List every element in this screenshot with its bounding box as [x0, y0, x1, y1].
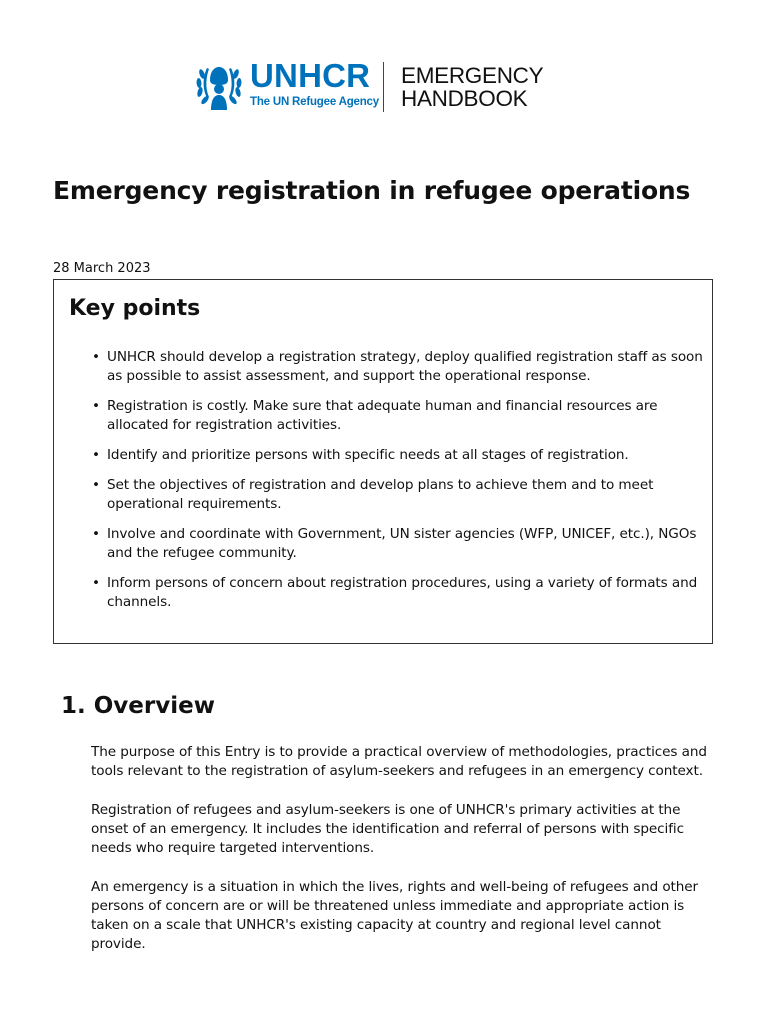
org-tagline: The UN Refugee Agency: [250, 96, 379, 108]
overview-paragraph: An emergency is a situation in which the lives, rights and well-being of refugees and other persons of concern are or will be threatened unless immediate and appropriate action is taken on a scale that UNHCR's existing capacity at country and regional level cannot provide.: [91, 879, 699, 952]
key-points-list: [92, 348, 704, 623]
key-points-box: [53, 279, 713, 644]
publication-title-line2: HANDBOOK: [401, 86, 528, 111]
key-point-item: • Registration is costly. Make sure that adequate human and financial resources are allocated for registration activities.: [92, 397, 704, 435]
page-header: [193, 58, 543, 116]
key-point-item: • UNHCR should develop a registration strategy, deploy qualified registration staff as soon as possible to assist assessment, and support the operational response.: [92, 348, 704, 386]
publication-title-line1: EMERGENCY: [401, 63, 544, 88]
publication-date: 28 March 2023: [53, 261, 151, 276]
key-point-item: • Set the objectives of registration and develop plans to achieve them and to meet operational requirements.: [92, 476, 704, 514]
key-points-heading: Key points: [69, 296, 201, 321]
header-divider: [383, 62, 384, 112]
overview-paragraph: Registration of refugees and asylum-seekers is one of UNHCR's primary activities at the onset of an emergency. It includes the identification and referral of persons with specific needs who require targeted interventions.: [91, 802, 684, 856]
org-name: UNHCR: [250, 57, 371, 94]
page-title: Emergency registration in refugee operations: [53, 176, 691, 205]
overview-paragraph: The purpose of this Entry is to provide a practical overview of methodologies, practices and tools relevant to the registration of asylum-seekers and refugees in an emergency context.: [91, 744, 707, 779]
unhcr-emblem-icon: [193, 58, 245, 112]
key-point-item: • Involve and coordinate with Government, UN sister agencies (WFP, UNICEF, etc.), NGOs and the refugee community.: [92, 525, 704, 563]
overview-heading: 1. Overview: [61, 693, 215, 719]
key-point-item: • Identify and prioritize persons with specific needs at all stages of registration.: [92, 446, 704, 465]
key-point-item: • Inform persons of concern about registration procedures, using a variety of formats and channels.: [92, 574, 704, 612]
